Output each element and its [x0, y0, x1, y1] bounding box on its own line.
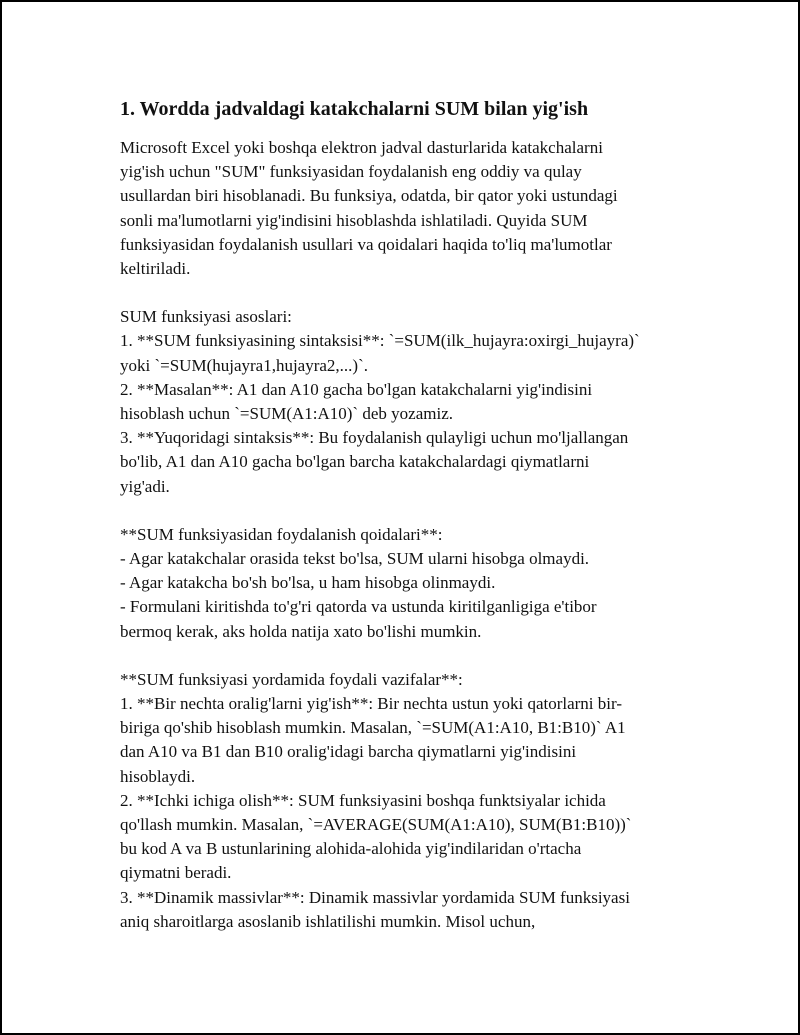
paragraph-spacer: [120, 644, 680, 668]
paragraph-spacer: [120, 281, 680, 305]
tasks-section: **SUM funksiyasi yordamida foydali vazifalar**: 1. **Bir nechta oralig'larni yig'ish**: Bir nechta ustun yoki qatorlarni bir- biriga qo'shib hisoblash mumkin. Masalan, `=SUM(A1:A10, B1:B10)` A1 dan A10 va B1 dan B10 oralig'idagi barcha qiymatlarni yig'indisini hisoblaydi. 2. **Ichki ichiga olish**: SUM funksiyasini boshqa funktsiyalar ichida qo'llash mumkin. Masalan, `=AVERAGE(SUM(A1:A10), SUM(B1:B10))` bu kod A va B ustunlarining alohida-alohida yig'indilaridan o'rtacha qiymatni beradi. 3. **Dinamik massivlar**: Dinamik massivlar yordamida SUM funksiyasi aniq sharoitlarga asoslanib ishlatilishi mumkin. Misol uchun,: [120, 669, 632, 931]
document-body: [120, 96, 680, 934]
paragraph-spacer: [120, 499, 680, 523]
rules-section: **SUM funksiyasidan foydalanish qoidalari**: - Agar katakchalar orasida tekst bo'lsa, SUM ularni hisobga olmaydi. - Agar katakcha bo'sh bo'lsa, u ham hisobga olinmaydi. - Formulani kiritishda to'g'ri qatorda va ustunda kiritilganligiga e'tibor bermoq kerak, aks holda natija xato bo'lishi mumkin.: [120, 524, 597, 641]
intro-paragraph: Microsoft Excel yoki boshqa elektron jadval dasturlarida katakchalarni yig'ish uchun "SUM" funksiyasidan foydalanish eng oddiy va qulay usullardan biri hisoblanadi. Bu funksiya, odatda, bir qator yoki ustundagi sonli ma'lumotlarni yig'indisini hisoblashda ishlatiladi. Quyida SUM funksiyasidan foydalanish usullari va qoidalari haqida to'liq ma'lumotlar keltiriladi.: [120, 138, 618, 279]
basics-section: SUM funksiyasi asoslari: 1. **SUM funksiyasining sintaksisi**: `=SUM(ilk_hujayra:oxirgi_hujayra)` yoki `=SUM(hujayra1,hujayra2,...)`. 2. **Masalan**: A1 dan A10 gacha bo'lgan katakchalarni yig'indisini hisoblash uchun `=SUM(A1:A10)` deb yozamiz. 3. **Yuqoridagi sintaksis**: Bu foydalanish qulayligi uchun mo'ljallangan bo'lib, A1 dan A10 gacha bo'lgan barcha katakchalardagi qiymatlarni yig'adi.: [120, 307, 640, 496]
section-heading: 1. Wordda jadvaldagi katakchalarni SUM bilan yig'ish: [120, 98, 589, 120]
